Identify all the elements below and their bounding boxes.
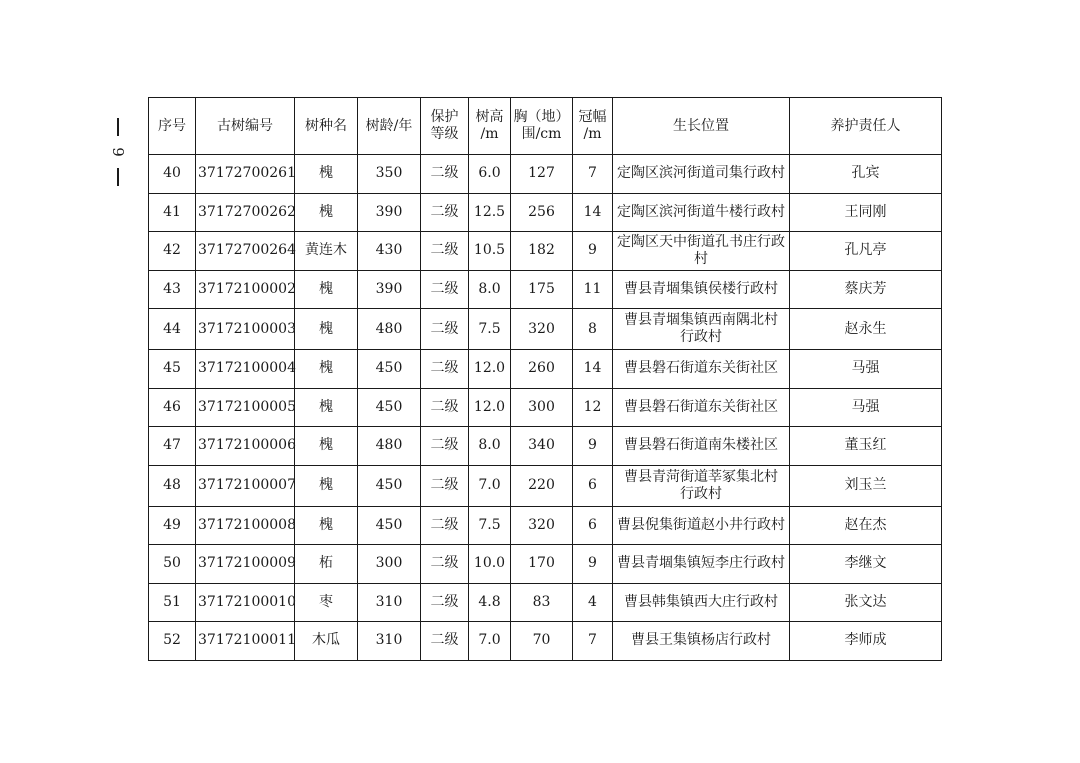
cell-crown-width: 14 [573,350,613,389]
cell-location: 定陶区天中街道孔书庄行政村 [613,232,790,271]
cell-height: 7.5 [469,506,511,545]
cell-location: 曹县磐石街道南朱楼社区 [613,427,790,466]
cell-crown-width: 11 [573,270,613,309]
column-header-crown-width: 冠幅 /m [573,98,613,155]
cell-caretaker: 孔凡亭 [790,232,942,271]
page-number-dash-top [117,118,119,136]
cell-species: 槐 [295,193,358,232]
cell-caretaker: 蔡庆芳 [790,270,942,309]
cell-height: 7.5 [469,309,511,350]
cell-girth: 175 [511,270,573,309]
column-header-location: 生长位置 [613,98,790,155]
cell-serial-number: 42 [149,232,196,271]
cell-species: 木瓜 [295,622,358,661]
table-row [149,193,942,232]
cell-age: 430 [358,232,421,271]
cell-location: 定陶区滨河街道司集行政村 [613,155,790,194]
cell-age: 450 [358,506,421,545]
table-row [149,309,942,350]
cell-tree-id: 37172100005 [196,388,295,427]
cell-serial-number: 43 [149,270,196,309]
column-header-protection-level: 保护 等级 [421,98,469,155]
cell-girth: 220 [511,465,573,506]
cell-height: 7.0 [469,465,511,506]
cell-tree-id: 37172100010 [196,583,295,622]
column-header-tree-id: 古树编号 [196,98,295,155]
table-row [149,350,942,389]
cell-tree-id: 37172700262 [196,193,295,232]
cell-location: 曹县王集镇杨店行政村 [613,622,790,661]
table-row [149,270,942,309]
cell-height: 10.0 [469,545,511,584]
cell-location: 曹县青堌集镇侯楼行政村 [613,270,790,309]
cell-age: 450 [358,465,421,506]
cell-caretaker: 王同刚 [790,193,942,232]
cell-girth: 83 [511,583,573,622]
cell-crown-width: 9 [573,427,613,466]
table-row [149,583,942,622]
table-row [149,155,942,194]
cell-caretaker: 董玉红 [790,427,942,466]
cell-caretaker: 赵永生 [790,309,942,350]
cell-species: 槐 [295,309,358,350]
cell-protection-level: 二级 [421,155,469,194]
cell-crown-width: 7 [573,622,613,661]
table-row [149,506,942,545]
table-row [149,388,942,427]
column-header-girth: 胸（地） 围/cm [511,98,573,155]
cell-tree-id: 37172100006 [196,427,295,466]
cell-tree-id: 37172100011 [196,622,295,661]
cell-caretaker: 赵在杰 [790,506,942,545]
cell-girth: 320 [511,506,573,545]
cell-caretaker: 李继文 [790,545,942,584]
cell-crown-width: 9 [573,545,613,584]
cell-girth: 320 [511,309,573,350]
cell-location: 曹县青菏街道莘冢集北村 行政村 [613,465,790,506]
table-row [149,465,942,506]
cell-age: 310 [358,622,421,661]
cell-age: 350 [358,155,421,194]
page-number-text: 9 [108,147,127,157]
cell-location: 曹县韩集镇西大庄行政村 [613,583,790,622]
cell-location: 曹县倪集街道赵小井行政村 [613,506,790,545]
column-header-species: 树种名 [295,98,358,155]
table-row [149,545,942,584]
cell-crown-width: 6 [573,506,613,545]
cell-serial-number: 41 [149,193,196,232]
cell-protection-level: 二级 [421,270,469,309]
cell-girth: 256 [511,193,573,232]
cell-height: 4.8 [469,583,511,622]
table-header-row [149,98,942,155]
table-row [149,622,942,661]
table-row [149,232,942,271]
cell-crown-width: 4 [573,583,613,622]
cell-height: 10.5 [469,232,511,271]
cell-tree-id: 37172100003 [196,309,295,350]
cell-tree-id: 37172100002 [196,270,295,309]
cell-girth: 300 [511,388,573,427]
page-number [106,118,130,186]
cell-location: 曹县青堌集镇短李庄行政村 [613,545,790,584]
cell-species: 枣 [295,583,358,622]
cell-location: 定陶区滨河街道牛楼行政村 [613,193,790,232]
cell-serial-number: 44 [149,309,196,350]
cell-crown-width: 12 [573,388,613,427]
cell-serial-number: 50 [149,545,196,584]
cell-protection-level: 二级 [421,465,469,506]
cell-protection-level: 二级 [421,193,469,232]
cell-species: 槐 [295,155,358,194]
cell-serial-number: 46 [149,388,196,427]
cell-height: 7.0 [469,622,511,661]
cell-serial-number: 45 [149,350,196,389]
column-header-age: 树龄/年 [358,98,421,155]
cell-serial-number: 51 [149,583,196,622]
cell-caretaker: 张文达 [790,583,942,622]
cell-protection-level: 二级 [421,309,469,350]
cell-protection-level: 二级 [421,622,469,661]
cell-species: 黄连木 [295,232,358,271]
cell-location: 曹县磐石街道东关街社区 [613,350,790,389]
cell-species: 槐 [295,270,358,309]
cell-height: 6.0 [469,155,511,194]
cell-age: 390 [358,270,421,309]
cell-girth: 127 [511,155,573,194]
cell-serial-number: 49 [149,506,196,545]
column-header-height: 树高 /m [469,98,511,155]
cell-height: 8.0 [469,427,511,466]
cell-crown-width: 9 [573,232,613,271]
cell-height: 8.0 [469,270,511,309]
cell-tree-id: 37172700261 [196,155,295,194]
cell-height: 12.0 [469,350,511,389]
cell-caretaker: 马强 [790,388,942,427]
cell-caretaker: 孔宾 [790,155,942,194]
cell-caretaker: 马强 [790,350,942,389]
cell-girth: 182 [511,232,573,271]
cell-age: 450 [358,350,421,389]
cell-girth: 340 [511,427,573,466]
cell-tree-id: 37172100008 [196,506,295,545]
cell-height: 12.0 [469,388,511,427]
cell-protection-level: 二级 [421,545,469,584]
cell-tree-id: 37172100007 [196,465,295,506]
cell-tree-id: 37172100009 [196,545,295,584]
page-number-dash-bottom [117,168,119,186]
cell-caretaker: 李师成 [790,622,942,661]
cell-protection-level: 二级 [421,427,469,466]
table-row [149,427,942,466]
cell-age: 480 [358,427,421,466]
cell-species: 槐 [295,506,358,545]
cell-serial-number: 40 [149,155,196,194]
cell-species: 槐 [295,350,358,389]
cell-protection-level: 二级 [421,232,469,271]
cell-girth: 260 [511,350,573,389]
ancient-tree-table [148,97,942,661]
cell-serial-number: 48 [149,465,196,506]
cell-crown-width: 7 [573,155,613,194]
cell-tree-id: 37172700264 [196,232,295,271]
cell-species: 槐 [295,465,358,506]
cell-protection-level: 二级 [421,506,469,545]
cell-protection-level: 二级 [421,388,469,427]
cell-age: 480 [358,309,421,350]
cell-crown-width: 6 [573,465,613,506]
table-body [149,155,942,661]
cell-height: 12.5 [469,193,511,232]
cell-species: 槐 [295,388,358,427]
cell-serial-number: 52 [149,622,196,661]
cell-tree-id: 37172100004 [196,350,295,389]
cell-crown-width: 14 [573,193,613,232]
cell-age: 390 [358,193,421,232]
cell-protection-level: 二级 [421,583,469,622]
column-header-caretaker: 养护责任人 [790,98,942,155]
column-header-serial-number: 序号 [149,98,196,155]
cell-location: 曹县磐石街道东关街社区 [613,388,790,427]
cell-girth: 170 [511,545,573,584]
cell-girth: 70 [511,622,573,661]
cell-age: 450 [358,388,421,427]
cell-caretaker: 刘玉兰 [790,465,942,506]
cell-age: 300 [358,545,421,584]
cell-protection-level: 二级 [421,350,469,389]
cell-species: 槐 [295,427,358,466]
cell-serial-number: 47 [149,427,196,466]
cell-species: 柘 [295,545,358,584]
cell-age: 310 [358,583,421,622]
cell-location: 曹县青堌集镇西南隅北村 行政村 [613,309,790,350]
cell-crown-width: 8 [573,309,613,350]
